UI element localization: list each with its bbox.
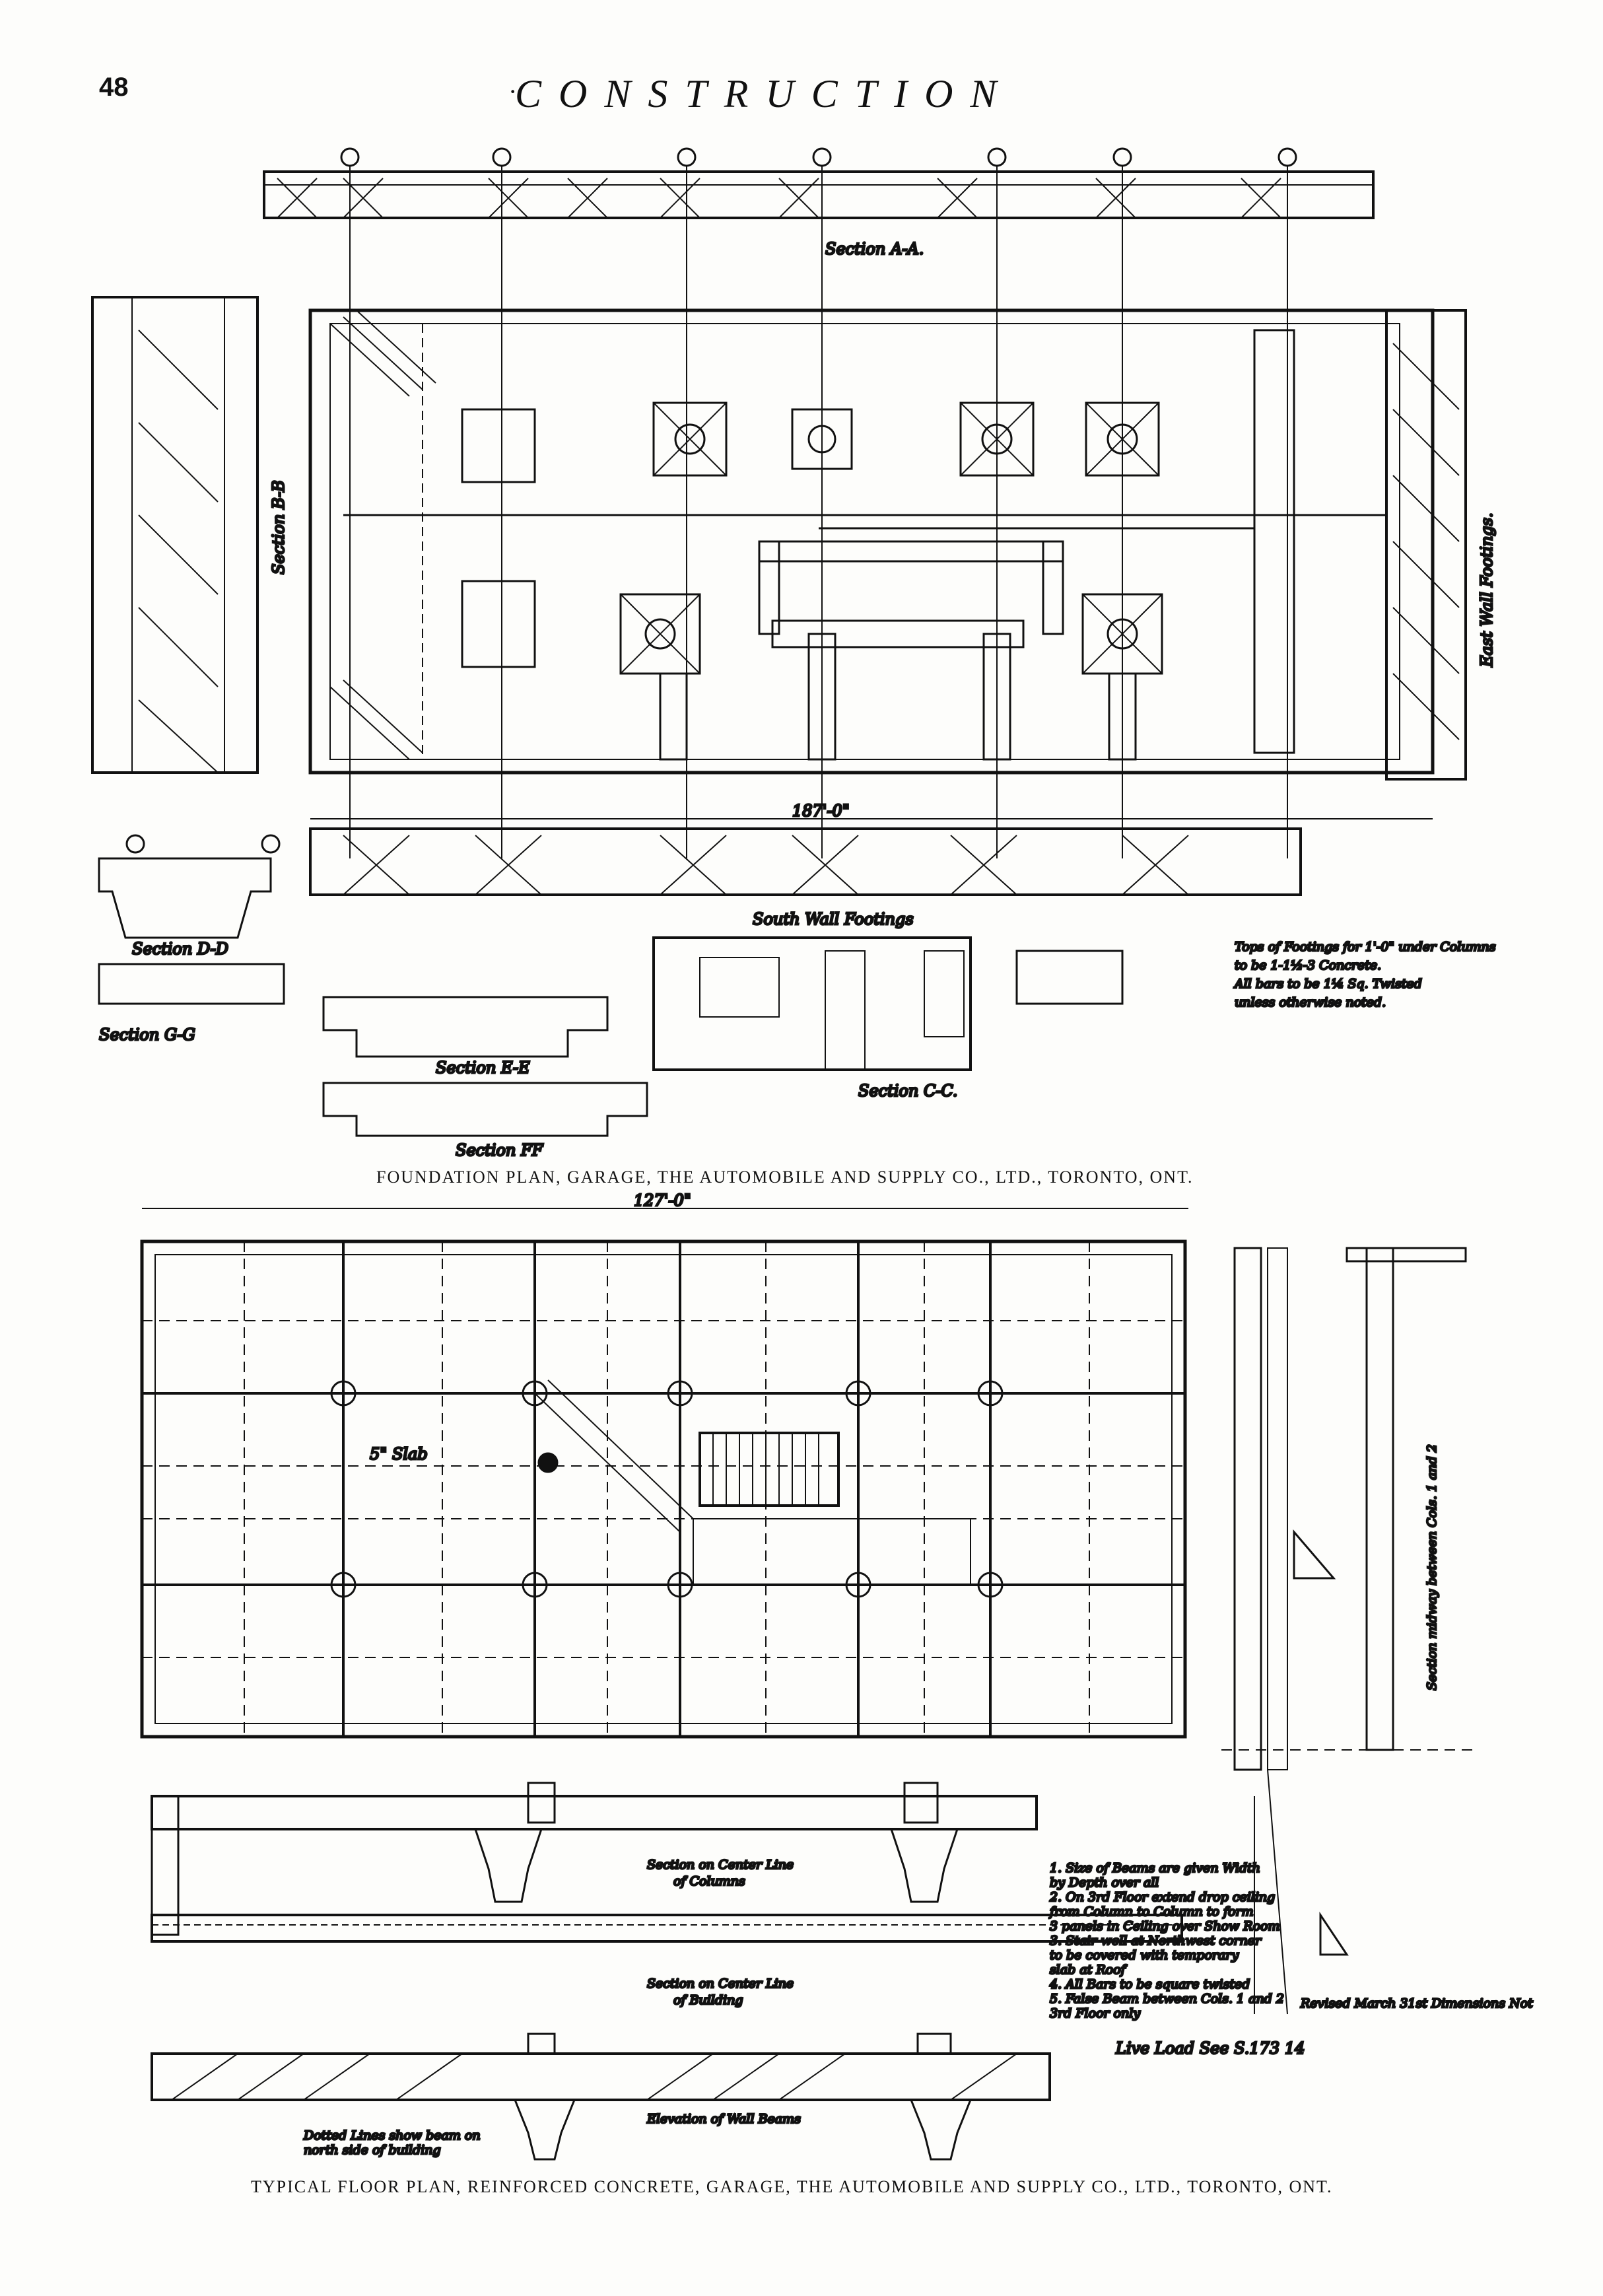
section-bb-label: Section B-B [269, 480, 288, 574]
floor-note-7: to be covered with temporary [1050, 1948, 1239, 1963]
floor-note-2: by Depth over all [1050, 1875, 1159, 1890]
section-aa-label: Section A-A. [825, 240, 924, 258]
section-gg-label: Section G-G [99, 1026, 195, 1044]
slab-label: 5" Slab [370, 1445, 428, 1463]
section-center-building-label-1: Section on Center Line [647, 1976, 794, 1991]
foundation-note-2: to be 1-1½-3 Concrete. [1235, 958, 1382, 973]
elevation-wall-beams-label: Elevation of Wall Beams [647, 2112, 801, 2126]
floor-dim-total: 127'-0" [634, 1191, 691, 1210]
floor-note-4: from Column to Column to form [1050, 1904, 1254, 1919]
page-header: CONSTRUCTION [515, 72, 1014, 116]
floor-note-8: slab at Roof [1050, 1963, 1126, 1977]
foundation-dim-total: 187'-0" [792, 802, 850, 820]
foundation-note-1: Tops of Footings for 1'-0" under Columns [1235, 940, 1496, 954]
page-number: 48 [99, 73, 129, 102]
foundation-note-3: All bars to be 1¼ Sq. Twisted [1235, 977, 1422, 991]
section-cc-label: Section C-C. [858, 1082, 958, 1100]
section-dd-label: Section D-D [132, 940, 228, 958]
live-load-label: Live Load See S.173 14 [1116, 2039, 1305, 2058]
revised-note: Revised March 31st Dimensions Not [1301, 1996, 1533, 2011]
floor-note-3: 2. On 3rd Floor extend drop ceiling [1050, 1890, 1276, 1904]
typical-floor-plan-drawing [142, 1191, 1533, 2159]
section-center-columns-label-1: Section on Center Line [647, 1858, 794, 1872]
section-ff-label: Section FF [456, 1141, 543, 1160]
floor-plan-outline [142, 1241, 1185, 1737]
floor-note-1: 1. Size of Beams are given Width [1050, 1861, 1260, 1875]
foundation-note-4: unless otherwise noted. [1235, 995, 1386, 1010]
dotted-lines-note-2: north side of building [304, 2143, 441, 2157]
section-ee-label: Section E-E [436, 1059, 530, 1077]
dotted-lines-note-1: Dotted Lines show beam on [304, 2128, 481, 2143]
section-center-columns-label-2: of Columns [673, 1874, 745, 1889]
south-wall-label: South Wall Footings [753, 910, 914, 928]
floor-note-9: 4. All Bars to be square twisted [1050, 1977, 1250, 1992]
floor-note-5: 3 panels in Ceiling over Show Room [1050, 1919, 1280, 1933]
typical-floor-plan-caption: TYPICAL FLOOR PLAN, REINFORCED CONCRETE, GARAGE, THE AUTOMOBILE AND SUPPLY CO., LTD., TORONTO, ONT. [251, 2177, 1333, 2196]
foundation-plan-drawing [92, 149, 1496, 1160]
floor-note-6: 3. Stair-well at Northwest corner [1050, 1933, 1262, 1948]
floor-note-10: 5. False Beam between Cols. 1 and 2 [1050, 1992, 1285, 2006]
section-midway-label: Section midway between Cols. 1 and 2 [1425, 1444, 1439, 1690]
foundation-plan-caption: FOUNDATION PLAN, GARAGE, THE AUTOMOBILE AND SUPPLY CO., LTD., TORONTO, ONT. [376, 1167, 1194, 1187]
floor-note-11: 3rd Floor only [1050, 2006, 1141, 2021]
east-wall-label: East Wall Footings. [1478, 512, 1496, 667]
header-dot: · [508, 77, 518, 106]
section-center-building-label-2: of Building [673, 1993, 743, 2007]
